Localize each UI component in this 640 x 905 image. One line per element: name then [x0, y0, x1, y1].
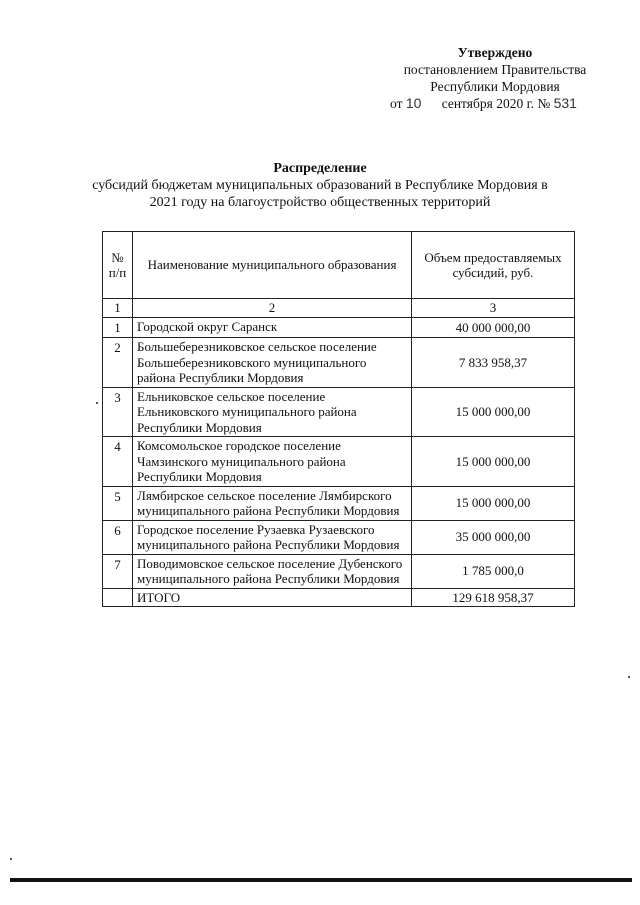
row-name: Поводимовское сельское поселение Дубенского муниципального района Республики Мордовия: [133, 554, 412, 588]
row-num: 7: [103, 554, 133, 588]
title-subtitle: субсидий бюджетам муниципальных образований в Республике Мордовия в 2021 году на благоустройство общественных территорий: [92, 178, 548, 210]
table-row: [103, 437, 575, 487]
header-amount: Объем предоставляемых субсидий, руб.: [412, 232, 575, 299]
header-name: Наименование муниципального образования: [133, 232, 412, 299]
row-num: 2: [103, 338, 133, 388]
row-amount: 15 000 000,00: [412, 387, 575, 437]
document-number: 531: [553, 95, 577, 111]
date-day: 10: [405, 95, 422, 111]
scan-speck: [628, 676, 630, 678]
row-name: Городское поселение Рузаевка Рузаевского муниципального района Республики Мордовия: [133, 520, 412, 554]
document-title: [90, 160, 550, 211]
row-amount: 15 000 000,00: [412, 486, 575, 520]
total-label: ИТОГО: [133, 588, 412, 607]
row-amount: 35 000 000,00: [412, 520, 575, 554]
row-name: Комсомольское городское поселение Чамзинского муниципального района Республики Мордовия: [133, 437, 412, 487]
index-cell: 3: [412, 299, 575, 318]
title-heading: Распределение: [273, 161, 367, 176]
scan-edge-bar: [10, 878, 632, 882]
scan-speck: [96, 402, 98, 404]
index-cell: 2: [133, 299, 412, 318]
total-amount: 129 618 958,37: [412, 588, 575, 607]
row-name: Ельниковское сельское поселение Ельниковского муниципального района Республики Мордовия: [133, 387, 412, 437]
table-total-row: [103, 588, 575, 607]
date-month-year: сентября 2020 г. №: [441, 96, 551, 111]
row-num: 1: [103, 317, 133, 338]
scan-speck: [10, 858, 12, 860]
distribution-table: [102, 231, 575, 607]
index-cell: 1: [103, 299, 133, 318]
total-num: [103, 588, 133, 607]
table-row: [103, 520, 575, 554]
row-amount: 7 833 958,37: [412, 338, 575, 388]
approval-line-republic: Республики Мордовия: [430, 79, 560, 94]
table-row: [103, 387, 575, 437]
approval-line-resolution: постановлением Правительства: [403, 62, 587, 77]
table-row: [103, 317, 575, 338]
approval-block: [380, 44, 610, 112]
row-num: 5: [103, 486, 133, 520]
table-row: [103, 554, 575, 588]
table-header-row: [103, 232, 575, 299]
table-index-row: [103, 299, 575, 318]
row-amount: 40 000 000,00: [412, 317, 575, 338]
row-name: Большеберезниковское сельское поселение Большеберезниковского муниципального района Республики Мордовия: [133, 338, 412, 388]
header-num: № п/п: [103, 232, 133, 299]
row-num: 4: [103, 437, 133, 487]
row-num: 6: [103, 520, 133, 554]
approval-date-line: [380, 95, 610, 112]
row-amount: 1 785 000,0: [412, 554, 575, 588]
row-amount: 15 000 000,00: [412, 437, 575, 487]
table-row: [103, 338, 575, 388]
date-prefix: от: [390, 96, 403, 111]
row-num: 3: [103, 387, 133, 437]
row-name: Лямбирское сельское поселение Лямбирского муниципального района Республики Мордовия: [133, 486, 412, 520]
approval-title: Утверждено: [457, 45, 533, 60]
table-row: [103, 486, 575, 520]
row-name: Городской округ Саранск: [133, 317, 412, 338]
